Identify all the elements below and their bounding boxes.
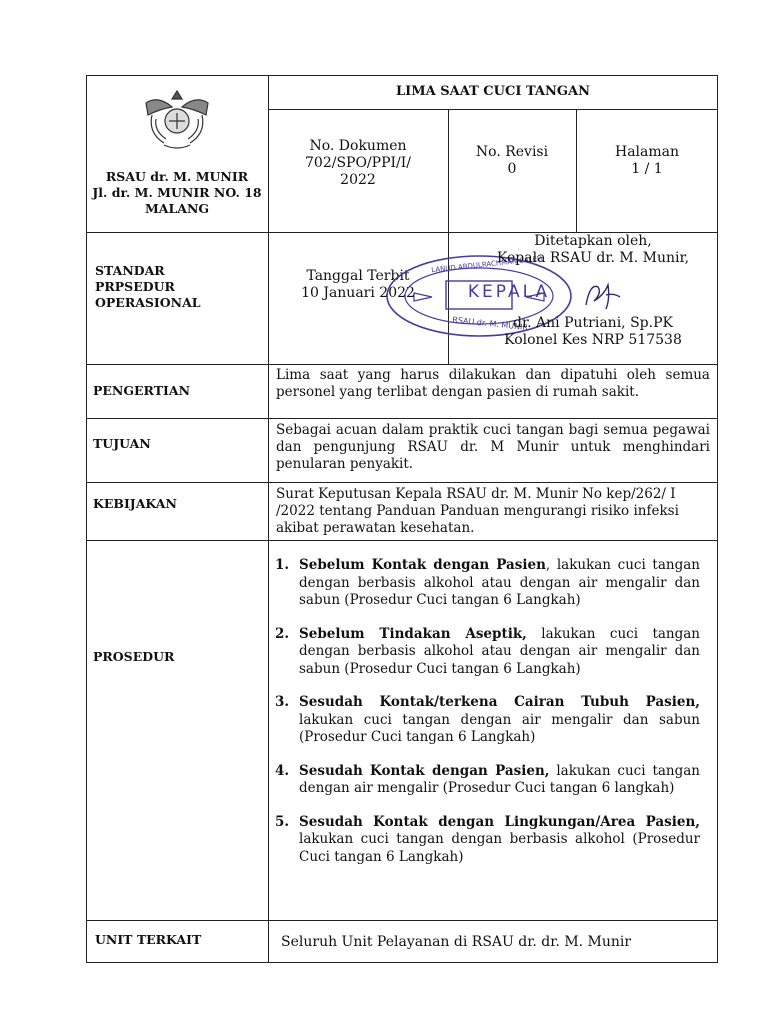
org-name: RSAU dr. M. MUNIR Jl. dr. M. MUNIR NO. 18 MALANG — [92, 169, 262, 216]
emblem-logo — [138, 85, 216, 155]
step-text: lakukan cuci tangan dengan berbasis alkohol atau dengan air mengalir dan sabun (Prosedur Cuci tangan 6 Langkah) — [299, 625, 700, 677]
pengertian-text: Lima saat yang harus dilakukan dan dipatuhi oleh semua personel yang terlibat dengan pasien di rumah sakit. — [276, 367, 710, 400]
sop-document — [86, 75, 718, 963]
stamp-bottom-text: RSAU dr. M. MUNIR — [451, 315, 529, 333]
step-number: 3. — [275, 694, 290, 710]
step-text: lakukan cuci tangan dengan air mengalir (Prosedur Cuci tangan 6 langkah) — [299, 762, 700, 796]
stamp-center-text: KEPALA — [467, 282, 551, 302]
step-heading: Sesudah Kontak dengan Lingkungan/Area Pasien, — [299, 813, 700, 830]
doc-number: No. Dokumen 702/SPO/PPI/I/ 2022 — [305, 138, 411, 188]
procedure-step — [275, 557, 700, 610]
step-heading: Sesudah Kontak dengan Pasien, — [299, 762, 550, 779]
kebijakan-label: KEBIJAKAN — [93, 496, 177, 511]
procedure-step — [275, 626, 700, 679]
step-text: , lakukan cuci tangan dengan berbasis alkohol atau dengan air mengalir dan sabun (Prosedur Cuci tangan 6 Langkah) — [299, 557, 700, 608]
tujuan-label: TUJUAN — [93, 436, 151, 451]
step-number: 2. — [275, 625, 290, 642]
pengertian-label: PENGERTIAN — [93, 383, 190, 398]
step-text: lakukan cuci tangan dengan air mengalir dan sabun (Prosedur Cuci tangan 6 Langkah) — [299, 711, 700, 745]
step-number: 5. — [275, 813, 290, 830]
step-heading: Sebelum Kontak dengan Pasien — [299, 557, 546, 573]
document-title: LIMA SAAT CUCI TANGAN — [396, 84, 590, 99]
sop-label: STANDAR PRPSEDUR OPERASIONAL — [95, 263, 201, 310]
step-number: 1. — [275, 557, 290, 573]
approval-block: Ditetapkan oleh, Kepala RSAU dr. M. Munir, — [496, 233, 690, 266]
signer-block: dr. Ani Putriani, Sp.PK Kolonel Kes NRP 517538 — [504, 315, 682, 348]
signature — [576, 275, 626, 315]
kebijakan-text: Surat Keputusan Kepala RSAU dr. M. Munir No kep/262/ I /2022 tentang Panduan Panduan mengurangi risiko infeksi akibat perawatan kesehatan. — [276, 486, 679, 536]
procedure-list — [275, 557, 700, 882]
procedure-step — [275, 814, 700, 867]
issue-date: Tanggal Terbit 10 Januari 2022 — [301, 268, 415, 301]
step-heading: Sebelum Tindakan Aseptik, — [299, 625, 527, 642]
step-number: 4. — [275, 762, 290, 779]
prosedur-label: PROSEDUR — [93, 649, 175, 664]
step-text: lakukan cuci tangan dengan berbasis alkohol (Prosedur Cuci tangan 6 Langkah) — [299, 831, 700, 865]
procedure-step — [275, 694, 700, 747]
procedure-step — [275, 763, 700, 798]
page-number: Halaman 1 / 1 — [614, 144, 680, 177]
revision-number: No. Revisi 0 — [475, 144, 549, 177]
step-heading: Sesudah Kontak/terkena Cairan Tubuh Pasien, — [299, 694, 700, 710]
unit-terkait-text: Seluruh Unit Pelayanan di RSAU dr. dr. M. Munir — [281, 934, 632, 950]
tujuan-text: Sebagai acuan dalam praktik cuci tangan bagi semua pegawai dan pengunjung RSAU dr. M Munir untuk menghindari penularan penyakit. — [276, 422, 710, 472]
unit-terkait-label: UNIT TERKAIT — [95, 932, 202, 947]
stamp-top-text: LANUD ABDULRACHMAN SALEH — [430, 254, 543, 275]
